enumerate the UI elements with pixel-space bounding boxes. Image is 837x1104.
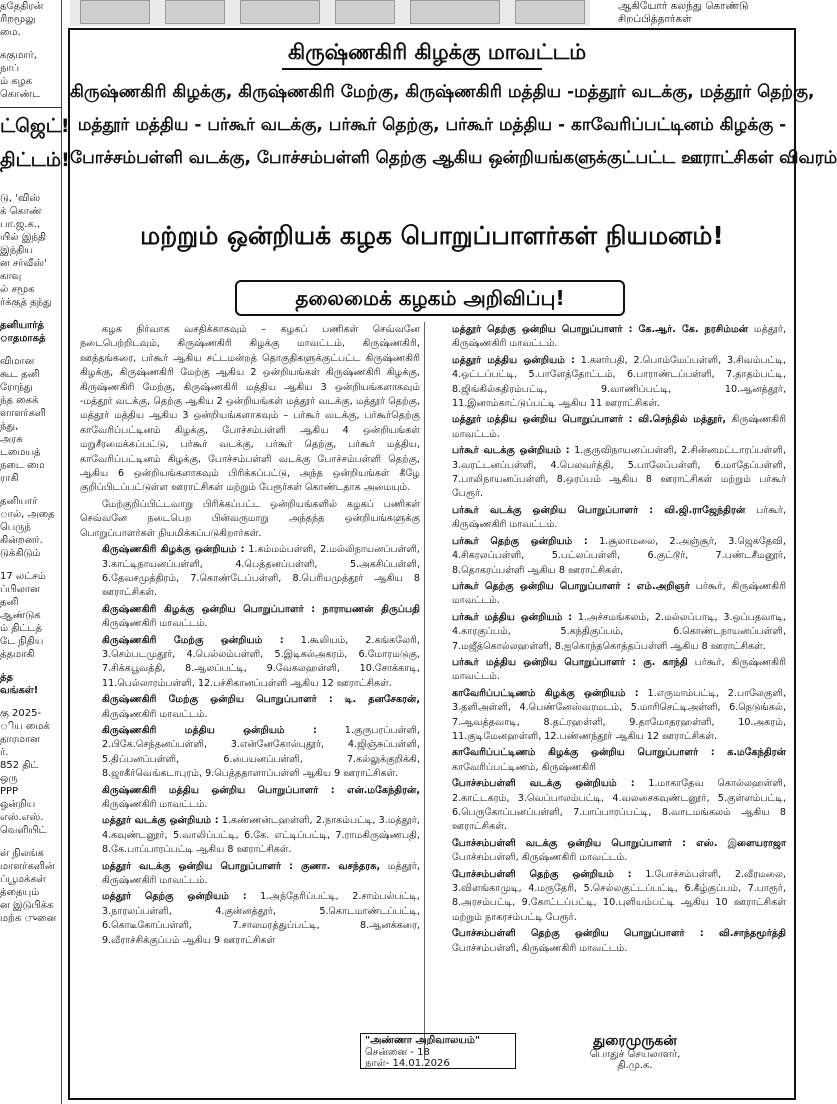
source-date: நாள்- 14.01.2026 <box>365 1058 450 1069</box>
adjacent-headline-1: ட்ஜெட்! <box>0 115 70 137</box>
headline-line: போச்சம்பள்ளி வடக்கு, போச்சம்பள்ளி தெற்கு ஆகிய ஒன்றியங்களுக்குட்பட்ட ஊராட்சிகள் விவரம் <box>70 148 837 168</box>
top-photo-strip <box>70 0 800 26</box>
headline-line: மத்தூர் மத்திய - பர்கூர் வடக்கு, பர்கூர் தெற்கு, பர்கூர் மத்திய - காவேரிப்பட்டினம் கிழக்கு - <box>77 115 787 135</box>
union-incharge: பர்கூர் வடக்கு ஒன்றிய பொறுப்பாளர் : வி.ஜி.ராஜேந்திரன் பர்கூர், கிருஷ்ணகிரி மாவட்டம். <box>452 504 786 531</box>
notice-footer <box>360 1033 722 1069</box>
notice-box <box>68 28 837 1100</box>
intro-paragraph: கழக நிர்வாக வசதிக்காகவும் – கழகப் பணிகள் செவ்வனே நடைபெற்றிடவும், கிருஷ்ணகிரி கிழக்கு மாவட்டம், கிருஷ்ணகிரி, ஊத்தங்கரை, பர்கூர் ஆகிய சட்டமன்றத் தொகுதிகளுக்குட்பட்ட கிருஷ்ணகிரி கிழக்கு, கிருஷ்ணகிரி மேற்கு ஆகிய 2 ஒன்றியங்கள் கிருஷ்ணகிரி கிழக்கு, கிருஷ்ணகிரி மேற்கு, கிருஷ்ணகிரி மத்திய ஆகிய 3 ஒன்றியங்களாகவும் -மத்தூர் வடக்கு, தெற்கு ஆகிய 2 ஒன்றியங்கள் மத்தூர் வடக்கு, மத்தூர் தெற்கு, மத்தூர் மத்திய ஆகிய 3 ஒன்றியங்களாகவும் – பர்கூர் வடக்கு, பர்கூர்தெற்கு காவேரிப்பட்டினம் கிழக்கு, போச்சம்பள்ளி ஆகிய 4 ஒன்றியங்கள் மறுசீரமைக்கப்பட்டு, பர்கூர் வடக்கு, பர்கூர் தெற்கு, பர்கூர் மத்திய, காவேரிப்பட்டினம் கிழக்கு, போச்சம்பள்ளி வடக்கு போச்சம்பள்ளி தெற்கு, ஆகிய 6 ஒன்றியங்களாகவும் பிரிக்கப்பட்டு, அந்த ஒன்றியங்கள் கீழே குறிப்பிடப்பட்டுள்ள ஊராட்சிகள் மற்றும் பேரூர்கள் கொண்டதாக அமையும். <box>80 324 420 494</box>
union-list: காவேரிப்பட்டிணம் கிழக்கு ஒன்றியம் : 1.எருமாம்பட்டி, 2.பாலேகுளி, 3.தளிஅள்ளி, 4.பெண்னேஸ்வரமடம், 5.மாரிசெட்டிஅள்ளி, 6.நெடுங்கல், 7.ஆவத்தவாடி, 8.தட்ரஹள்ளி, 9.தாமோதரஹள்ளி, 10.அகரம், 11.குடிமேனஹள்ளி, 12.பண்ணந்தூர் ஆகிய 12 ஊராட்சிகள். <box>452 687 786 742</box>
union-list: கிருஷ்ணகிரி மேற்கு ஒன்றியம் : 1.கூலியம், 2.கங்கலேரி, 3.செம்படமுதூர், 4.பெல்லம்பள்ளி, 5.இடிகல்அகரம், 6.மோரமடுகு, 7.சிக்கபூவத்தி, 8.ஆலப்பட்டி, 9.வேகலஹள்ளி, 10.சோக்காடி, 11.பெல்லாரம்பள்ளி, 12.பச்சிகானப்பள்ளி ஆகிய 12 ஊராட்சிகள். <box>102 634 420 689</box>
issue-source-box <box>360 1033 516 1069</box>
union-incharge: மத்தூர் தெற்கு ஒன்றிய பொறுப்பாளர் : கே.ஆர். கே. நரசிம்மன் மத்தூர், கிருஷ்ணகிரி மாவட்டம். <box>452 324 786 350</box>
union-incharge: போச்சம்பள்ளி தெற்கு ஒன்றிய பொறுப்பாளர் : வி.சாந்தமூர்த்தி போச்சம்பள்ளி, கிருஷ்ணகிரி மாவட்டம். <box>452 928 786 954</box>
photo-caption: ஆகியோர் கலந்து கொண்டு சிறப்பித்தார்கள் <box>618 0 749 25</box>
union-list: மத்தூர் மத்திய ஒன்றியம் : 1.களர்பதி, 2.பொம்மேப்பள்ளி, 3.சிவம்பட்டி, 4.ஒட்டப்பட்டி, 5.பாளேத்தோட்டம், 6.பாராண்டப்பள்ளி, 7.தாதம்பட்டி, 8.ஜிங்கில்கதிரம்பட்டி, 9.வாணிப்பட்டி, 10.ஆனத்தூர், 11.இனாம்காட்டுப்பட்டி ஆகிய 11 ஊராட்சிகள். <box>452 354 786 410</box>
fragments-top: ததேதிரன் ரிறமூலு மை. ககுமார், நாப் ம் கழக கொண்ட <box>0 1 44 100</box>
union-incharge: போச்சம்பள்ளி வடக்கு ஒன்றிய பொறுப்பாளர் : எஸ். இளையராஜா போச்சம்பள்ளி, கிருஷ்ணகிரி மாவட்டம். <box>452 837 786 864</box>
union-list: பர்கூர் மத்திய ஒன்றியம் : 1.அச்சமங்கலம், 2.மல்லப்பாடி, 3.ஒப்பதவாடி, 4.காரகுப்பம், 5.கந்திகுப்பம், 6.கொண்டநாயனப்பள்ளி, 7.மஜீத்கொல்லஹள்ளி, 8.ஐகொந்தகொத்தப்பள்ளி ஆகிய 8 ஊராட்சிகள். <box>452 611 786 652</box>
headline-line: கிருஷ்ணகிரி கிழக்கு, கிருஷ்ணகிரி மேற்கு, கிருஷ்ணகிரி மத்திய -மத்தூர் வடக்கு, மத்தூர் தெற்கு, <box>70 82 815 102</box>
notice-column-left <box>80 323 420 950</box>
signatory-name: துரைமுருகன் <box>593 1033 677 1049</box>
source-name: "அண்ணா அறிவாலயம்" <box>365 1035 481 1046</box>
fragments-mid: டு, 'விஸ் க் கொண் பா.ஜ.க., யில் இந்தி இந்திய ன சர்வீஸ்' காவு ல் சமூக ர்க்குத் தந்து <box>0 193 52 308</box>
union-list: கிருஷ்ணகிரி கிழக்கு ஒன்றியம் : 1.கம்மம்பள்ளி, 2.மல்லிநாயனப்பள்ளி, 3.காட்டிநாயனப்பள்ளி, 4.பெத்தனப்பள்ளி, 5.அகசிப்பள்ளி, 6.தேவசமுத்திரம், 7.கொண்டேப்பள்ளி, 8.பெரியமுத்தூர் ஆகிய 8 ஊராட்சிகள். <box>102 544 420 599</box>
union-list: பர்கூர் வடக்கு ஒன்றியம் : 1.குருவிநாயனப்பள்ளி, 2.சின்னமட்டாரப்பள்ளி, 3.வரட்டனப்பள்ளி, 4.பெலவர்த்தி, 5.பாலேப்பள்ளி, 6.மாதேப்பள்ளி, 7.பாலிநாயனப்பள்ளி, 8.ஒரப்பம் ஆகிய 8 ஊராட்சிகள் மற்றும் பர்கூர் பேரூர். <box>452 445 786 500</box>
signature-block <box>555 1033 715 1071</box>
union-list: மத்தூர் தெற்கு ஒன்றியம் : 1.அந்தேரிப்பட்டி, 2.சாம்பல்பட்டி, 3.நாரலப்பள்ளி, 4.குன்னத்தூர், 5.கொடமாண்டப்பட்டி, 6.கொடீகோப்பள்ளி, 7.சாலமரத்துப்பட்டி, 8.ஆனக்கரை, 9.வீராச்சிக்குப்பம் ஆகிய 9 ஊராட்சிகள் <box>102 891 420 946</box>
union-incharge: கிருஷ்ணகிரி மத்திய ஒன்றிய பொறுப்பாளர் : என்.மகேந்திரன், கிருஷ்ணகிரி மாவட்டம். <box>102 784 420 810</box>
notice-column-right <box>430 323 786 958</box>
source-city: சென்னை - 18 <box>365 1046 430 1058</box>
district-title: கிருஷ்ணகிரி கிழக்கு மாவட்டம் <box>288 40 587 64</box>
union-incharge: கிருஷ்ணகிரி கிழக்கு ஒன்றிய பொறுப்பாளர் : நாராயணன் திருப்பதி கிருஷ்ணகிரி மாவட்டம். <box>102 603 420 630</box>
union-list: போச்சம்பள்ளி தெற்கு ஒன்றியம் : 1.போச்சம்பள்ளி, 2.வீரமலை, 3.விளங்காமுடி, 4.மருதேரி, 5.செல்லகுட்டப்பட்டி, 6.கீழ்குப்பம், 7.பாரூர், 8.அரசம்பட்டி, 9.கோட்டப்பட்டி, 10.புளியம்பட்டி ஆகிய 10 ஊராட்சிகள் மற்றும் நாகரசம்பட்டி பேரூர். <box>452 868 786 923</box>
union-incharge: கிருஷ்ணகிரி மேற்கு ஒன்றிய பொறுப்பாளர் : டி. தனசேகரன், கிருஷ்ணகிரி மாவட்டம். <box>102 694 420 720</box>
headline <box>70 76 837 175</box>
union-list: பர்கூர் தெற்கு ஒன்றியம் : 1.சூலாமலை, 2.அஞ்சூர், 3.ஜெகதேவி, 4.சிகரலப்பள்ளி, 5.பட்லப்பள்ளி, 6.குட்டூர், 7.பண்டசீமனூர், 8.தொகரப்பள்ளி ஆகிய 8 ஊராட்சிகள். <box>452 535 786 576</box>
announcement-banner: தலைமைக் கழகம் அறிவிப்பு! <box>235 280 625 316</box>
photo-strip-image <box>70 0 590 26</box>
union-incharge: மத்தூர் வடக்கு ஒன்றிய பொறுப்பாளர் : குணா. வசந்தரசு, மத்தூர், கிருஷ்ணகிரி மாவட்டம். <box>102 860 420 887</box>
union-list: போச்சம்பள்ளி வடக்கு ஒன்றியம் : 1.மாகாதேவ கொல்லஹள்ளி, 2.காட்டகரம், 3.வெப்பாலம்பட்டி, 4.வலசைகவுண்டனூர், 5.குள்ளம்பட்டி, 6.பெருகோப்பனப்பள்ளி, 7.பாப்பாரப்பட்டி, 8.வாடமங்கலம் ஆகிய 8 ஊராட்சிகள். <box>452 778 786 833</box>
signatory-title: பொதுச் செயலாளர், <box>589 1049 681 1060</box>
union-list: கிருஷ்ணகிரி மத்திய ஒன்றியம் : 1.குருபரப்பள்ளி, 2.பிகே.செந்தனப்பள்ளி, 3.என்னேகோல்புதூர், 4.ஜிஞ்சுப்பள்ளி, 5.திப்பனப்பள்ளி, 6.பையனப்பள்ளி, 7.கல்லுக்குறிக்கி, 8.ஜாகீர்வெங்கடாபுரம், 9.பெத்ததாளாப்பள்ளி ஆகிய 9 ஊராட்சிகள். <box>102 724 420 780</box>
adjacent-headline-2: திட்டம்! <box>0 149 70 171</box>
fragments-lower: தனியார்த் ாதமாகத் விமான கூட தனி ரோந்து ந்த கைக் ளாளர்களி ந்து, அரசு டமையத் நடை மை ராகி தனியார் ால், அதை பெருந் கின்றனர். டுக்கிடும் 17 லட்சம் ப்பிலான தனி ஆண்டுக ம் திட்டத் டே நிதிய த்தமாகி <box>0 320 55 660</box>
intro-paragraph: மேற்குறிப்பிட்டவாறு பிரிக்கப்பட்ட ஒன்றியங்களில் கழகப் பணிகள் செவ்வனே நடைபெற பின்வருமாறு அந்தந்த ஒன்றியங்களுக்கு பொறுப்பாளர்கள் நியமிக்கப்படுகிறார்கள். <box>80 498 420 539</box>
adjacent-column-fragments: ததேதிரன் ரிறமூலு மை. ககுமார், நாப் ம் கழக கொண்ட ட்ஜெட்! திட்டம்! டு, 'விஸ் க் கொண் பா.ஜ.க., யில் இந்தி இந்திய ன சர்வீஸ்' காவு ல் சமூக ர்க்குத் தந்து தனியார்த் ாதமாகத் விமான கூட தனி ரோந்து ந்த கைக் ளாளர்களி ந்து, அரசு டமையத் நடை மை ராகி தனியார் ால், அதை பெருந் கின்றனர். டுக்கிடும் 17 லட்சம் ப்பிலான தனி ஆண்டுக ம் திட்டத் டே நிதிய த்தமாகி த்த வங்கள்! கு 2025- ிய மைக் தாரமான ர். 852 திட் ஒரு PPP ஒன்றிய எஸ்.எஸ். வெளியிட் ள் நிலங்க மாளர்களின் ப்பூமக்கள் த்தையும் ன இடுபிக்க மற்க ுனை <box>0 0 62 1104</box>
union-incharge: மத்தூர் மத்திய ஒன்றிய பொறுப்பாளர் : வி.செந்தில் மத்தூர், கிருஷ்ணகிரி மாவட்டம். <box>452 414 786 440</box>
fragments-bottom: கு 2025- ிய மைக் தாரமான ர். 852 திட் ஒரு PPP ஒன்றிய எஸ்.எஸ். வெளியிட் ள் நிலங்க மாளர்களின் ப்பூமக்கள் த்தையும் ன இடுபிக்க மற்க ுனை <box>0 708 57 924</box>
union-incharge: பர்கூர் தெற்கு ஒன்றிய பொறுப்பாளர் : எம்.அறிஞர் பர்கூர், கிருஷ்ணகிரி மாவட்டம். <box>452 580 786 607</box>
union-incharge: காவேரிப்பட்டிணம் கிழக்கு ஒன்றிய பொறுப்பாளர் : க.மகேந்திரன் காவேரிப்பட்டிணம், கிருஷ்ணகிரி <box>452 747 786 773</box>
signatory-party: தி.மு.க. <box>617 1060 653 1071</box>
subheadline: மற்றும் ஒன்றியக் கழக பொறுப்பாளர்கள் நியமனம்! <box>140 221 724 250</box>
union-incharge: பர்கூர் மத்திய ஒன்றிய பொறுப்பாளர் : கு. காந்தி பர்கூர், கிருஷ்ணகிரி மாவட்டம். <box>452 656 786 683</box>
union-list: மத்தூர் வடக்கு ஒன்றியம் : 1.கண்ணன்டஹள்ளி, 2.நாகம்பட்டி, 3.மத்தூர், 4.கவுண்டனூர், 5.வாலிப்பட்டி, 6.கே. எட்டிப்பட்டி, 7.ராமகிருஷ்ணபதி, 8.கே.பாப்பாரப்பட்டி ஆகிய 8 ஊராட்சிகள். <box>102 815 420 856</box>
